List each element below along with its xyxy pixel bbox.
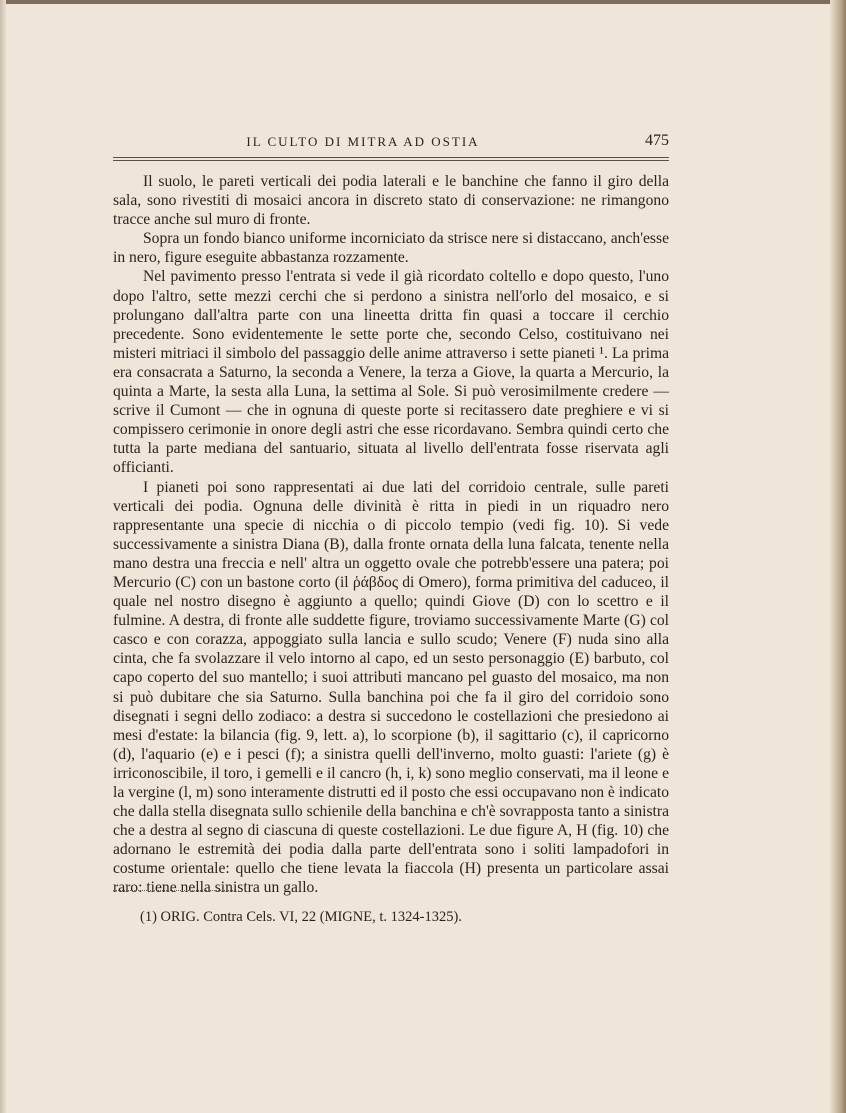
paragraph-4: I pianeti poi sono rappresentati ai due lati del corridoio centrale, sulle pareti verticali dei podia. Ognuna delle divinità è ritta in piedi in un riquadro nero rappresentante una specie di nicchia o di piccolo tempio (vedi fig. 10). Si vede successivamente a sinistra Diana (B), dalla fronte ornata della luna falcata, tenente nella mano destra una freccia e nell' altra un oggetto ovale che potrebb'essere una patera; poi Mercurio (C) con un bastone corto (il ῥάβδος di Omero), forma primitiva del caduceo, il quale nel nostro disegno è aggiunto a quello; quindi Giove (D) con lo scettro e il fulmine. A destra, di fronte alle suddette figure, troviamo successivamente Marte (G) col casco e con corazza, appoggiato sulla lancia e sullo scudo; Venere (F) nuda sino alla cinta, che fa svolazzare il velo intorno al capo, ed un sesto personaggio (E) barbuto, col capo coperto del suo mantello; i suoi attributi mancano pel guasto del mosaico, ma non si può dubitare che sia Saturno. Sulla banchina poi che fa il giro del corridoio sono disegnati i segni dello zodiaco: a destra si succedono le costellazioni che presiedono ai mesi d'estate: la bilancia (fig. 9, lett. a), lo scorpione (b), il sagittario (c), il capricorno (d), l'aquario (e) e i pesci (f); a sinistra quelli dell'inverno, molto guasti: l'ariete (g) è irriconoscibile, il toro, i gemelli e il cancro (h, i, k) sono meglio conservati, ma il leone e la vergine (l, m) sono interamente distrutti ed il posto che essi occupavano non è indicato che dalla stella disegnata sullo schienile della banchina e ch'è sovrapposta tanto a sinistra che a destra al segno di ciascuna di queste costellazioni. Le due figure A, H (fig. 10) che adornano le estremità dei podia dalla parte dell'entrata sono i soliti lampadofori in costume orientale: quello che tiene levata la fiaccola (H) presenta un particolare assai raro: tiene nella sinistra un gallo. bbox=[113, 478, 669, 897]
paragraph-1: Il suolo, le pareti verticali dei podia laterali e le banchine che fanno il giro della sala, sono rivestiti di mosaici ancora in discreto stato di conservazione: ne rimangono tracce anche sul muro di fronte. bbox=[113, 173, 669, 229]
footnote-separator bbox=[113, 890, 235, 891]
body-text bbox=[113, 172, 669, 898]
paragraph-2: Sopra un fondo bianco uniforme incorniciato da strisce nere si distaccano, anch'esse in nero, figure eseguite abbastanza rozzamente. bbox=[113, 230, 669, 267]
running-title: IL CULTO DI MITRA AD OSTIA bbox=[246, 134, 480, 149]
header-rule-bottom bbox=[113, 160, 669, 161]
page-top-edge bbox=[0, 0, 846, 4]
footnote: (1) ORIG. Contra Cels. VI, 22 (MIGNE, t. 1324-1325). bbox=[140, 909, 462, 925]
page-right-edge bbox=[830, 0, 846, 1113]
header-rule-top bbox=[113, 157, 669, 158]
running-head bbox=[113, 132, 669, 152]
page-left-edge bbox=[0, 0, 6, 1113]
paragraph-3: Nel pavimento presso l'entrata si vede il già ricordato coltello e dopo questo, l'uno dopo l'altro, sette mezzi cerchi che si perdono a sinistra nell'orlo del mosaico, e si prolungano dall'altra parte con una lineetta dritta fin quasi a toccare il cerchio precedente. Sono evidentemente le sette porte che, secondo Celso, costituivano nei misteri mitriaci il simbolo del passaggio delle anime attraverso i sette pianeti ¹. La prima era consacrata a Saturno, la seconda a Venere, la terza a Giove, la quarta a Mercurio, la quinta a Marte, la sesta alla Luna, la settima al Sole. Si può verosimilmente credere — scrive il Cumont — che in ognuna di queste porte si recitassero date preghiere e vi si compissero cerimonie in onore degli astri che esse ricordavano. Sembra quindi certo che tutta la parte mediana del santuario, situata al livello dell'entrata fosse riservata agli officianti. bbox=[113, 268, 669, 477]
page-number: 475 bbox=[645, 132, 669, 149]
